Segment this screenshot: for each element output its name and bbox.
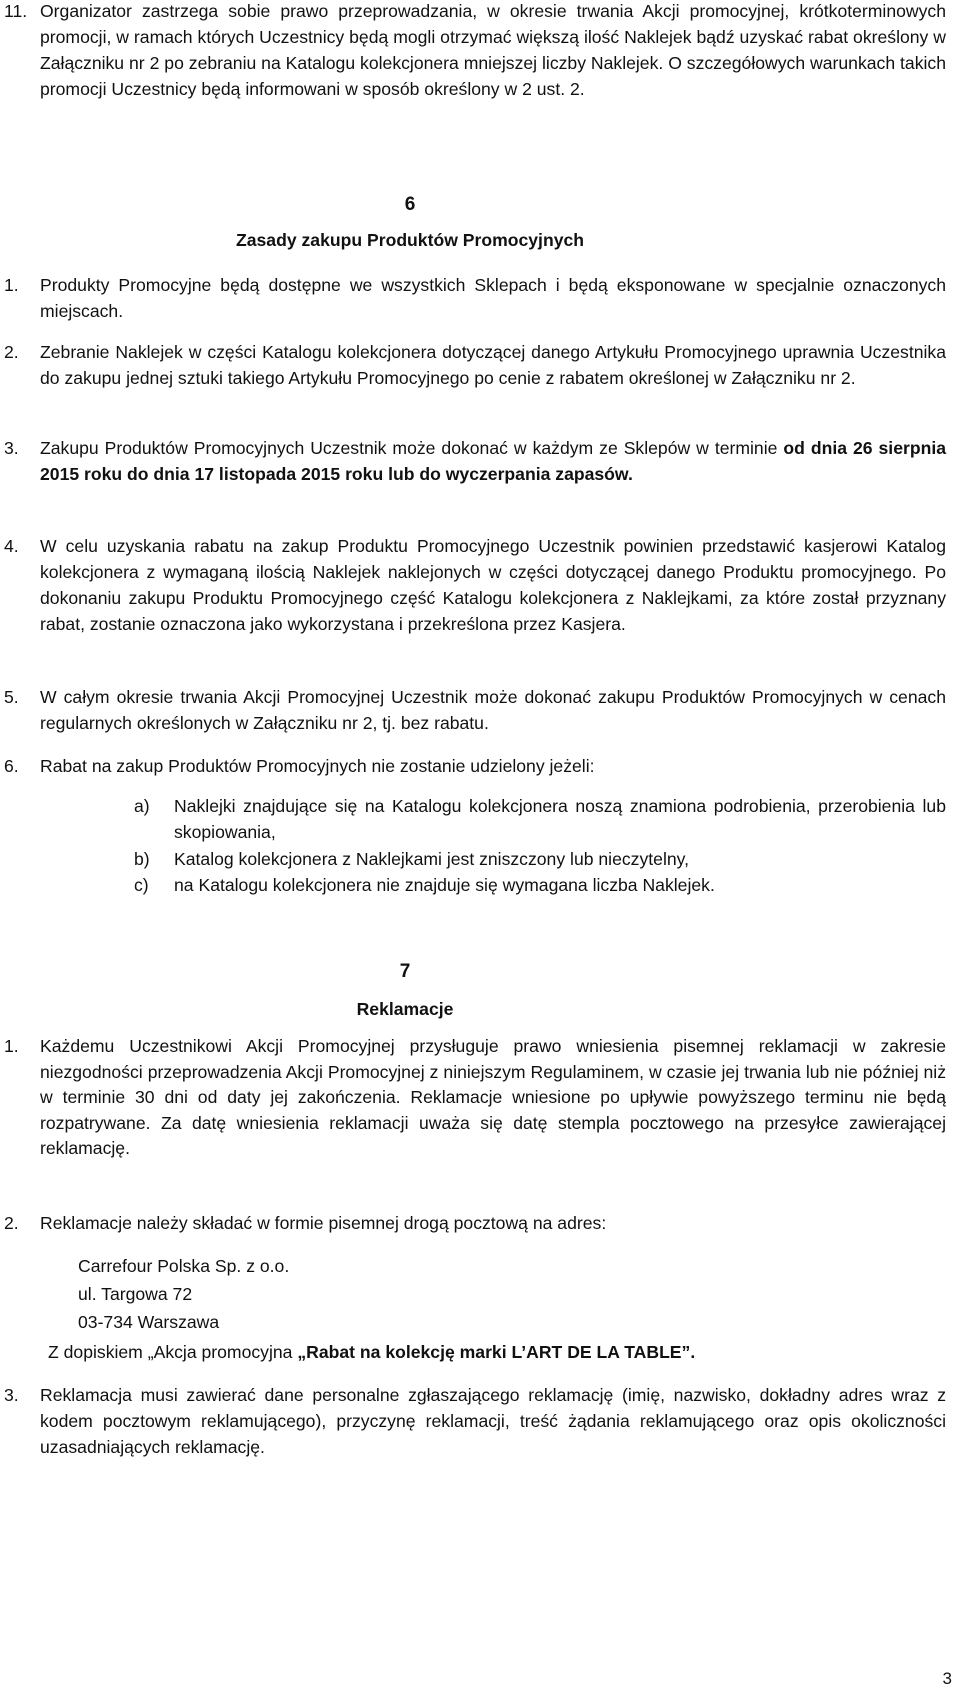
section-title: Reklamacje <box>356 999 454 1019</box>
item-text: Produkty Promocyjne będą dostępne we wszystkich Sklepach i będą eksponowane w specjalnie oznaczonych miejscach. <box>40 275 946 321</box>
item-text: Reklamacja musi zawierać dane personalne zgłaszającego reklamację (imię, nazwisko, dokładny adres wraz z kodem pocztowym reklamującego), przyczynę reklamacji, treść żądania reklamującego oraz opis okoliczności uzasadniających reklamację. <box>40 1385 946 1457</box>
item-text: Reklamacje należy składać w formie pisemnej drogą pocztową na adres: <box>40 1213 607 1233</box>
section6-item-3 <box>0 435 960 487</box>
condition-a <box>0 793 960 845</box>
section6-item-5 <box>0 684 960 736</box>
section-number: 7 <box>399 961 411 982</box>
condition-text: Naklejki znajdujące się na Katalogu kolekcjonera noszą znamiona podrobienia, przerobienia lub skopiowania, <box>174 796 946 842</box>
condition-letter: c) <box>134 875 149 895</box>
condition-text: na Katalogu kolekcjonera nie znajduje się wymagana liczba Naklejek. <box>174 875 715 895</box>
address-line-company: Carrefour Polska Sp. z o.o. <box>78 1256 290 1276</box>
clause-11 <box>0 0 960 102</box>
section7-item-3 <box>0 1382 960 1460</box>
section-7-heading <box>0 960 960 1022</box>
address-line-city: 03-734 Warszawa <box>78 1312 220 1332</box>
condition-letter: b) <box>134 849 150 869</box>
section6-item-1 <box>0 272 960 324</box>
item-text: Rabat na zakup Produktów Promocyjnych nie zostanie udzielony jeżeli: <box>40 756 595 776</box>
section7-item-1 <box>0 1034 960 1162</box>
item-text-bold: od dnia 26 sierpnia 2015 roku do dnia 17 listopada 2015 roku lub do wyczerpania zapasów. <box>40 438 946 484</box>
clause-text: Organizator zastrzega sobie prawo przeprowadzania, w okresie trwania Akcji promocyjnej, krótkoterminowych promocji, w ramach których Uczestnicy będą mogli otrzymać większą ilość Naklejek bądź uzyskać rabat określony w Załączniku nr 2 po zebraniu na Katalogu kolekcjonera mniejszej liczby Naklejek. O szczegółowych warunkach takich promocji Uczestnicy będą informowani w sposób określony w 2 ust. 2. <box>40 1 946 99</box>
item-number: 6. <box>4 756 19 776</box>
address-note <box>0 1338 960 1366</box>
section6-item-4 <box>0 533 960 637</box>
condition-text: Katalog kolekcjonera z Naklejkami jest zniszczony lub nieczytelny, <box>174 849 690 869</box>
clause-number: 11. <box>4 1 28 21</box>
item-text: Każdemu Uczestnikowi Akcji Promocyjnej przysługuje prawo wniesienia pisemnej reklamacji w zakresie niezgodności przeprowadzenia Akcji Promocyjnej z niniejszym Regulaminem, w czasie jej trwania lub nie później niż w terminie 30 dni od daty jej zakończenia. Reklamacje wniesione po upływie powyższego terminu nie będą rozpatrywane. Za datę wniesienia reklamacji uważa się datę stempla pocztowego na przesyłce zawierającej reklamację. <box>40 1036 946 1158</box>
item-number: 3. <box>4 438 19 458</box>
postal-address <box>0 1252 960 1336</box>
item-number: 2. <box>4 342 19 362</box>
note-campaign-name: „Rabat na kolekcję marki L’ART DE LA TABLE”. <box>297 1342 696 1362</box>
page-number: 3 <box>942 1669 952 1688</box>
address-line-street: ul. Targowa 72 <box>78 1284 193 1304</box>
condition-b <box>0 846 960 872</box>
section-title: Zasady zakupu Produktów Promocyjnych <box>235 230 585 250</box>
note-prefix: Z dopiskiem „Akcja promocyjna <box>48 1342 298 1362</box>
item-number: 4. <box>4 536 19 556</box>
condition-c <box>0 872 960 898</box>
item-number: 3. <box>4 1385 19 1405</box>
section-number: 6 <box>404 194 416 215</box>
section-6-heading <box>0 193 960 253</box>
section7-item-2 <box>0 1210 960 1236</box>
item-number: 1. <box>4 275 19 295</box>
item-number: 5. <box>4 687 19 707</box>
item-text: Zebranie Naklejek w części Katalogu kolekcjonera dotyczącej danego Artykułu Promocyjnego uprawnia Uczestnika do zakupu jednej sztuki takiego Artykułu Promocyjnego po cenie z rabatem określonej w Załączniku nr 2. <box>40 342 946 388</box>
condition-letter: a) <box>134 796 150 816</box>
item-text: Zakupu Produktów Promocyjnych Uczestnik może dokonać w każdym ze Sklepów w terminie <box>40 438 784 458</box>
item-text: W celu uzyskania rabatu na zakup Produktu Promocyjnego Uczestnik powinien przedstawić kasjerowi Katalog kolekcjonera z wymaganą ilością Naklejek naklejonych w części dotyczącej danego Produktu promocyjnego. Po dokonaniu zakupu Produktu Promocyjnego część Katalogu kolekcjonera z Naklejkami, za które został przyznany rabat, zostanie oznaczona jako wykorzystana i przekreślona przez Kasjera. <box>40 536 946 634</box>
item-number: 1. <box>4 1036 19 1056</box>
section6-item-6 <box>0 753 960 779</box>
item-number: 2. <box>4 1213 19 1233</box>
section6-item-2 <box>0 339 960 391</box>
item-text: W całym okresie trwania Akcji Promocyjnej Uczestnik może dokonać zakupu Produktów Promocyjnych w cenach regularnych określonych w Załączniku nr 2, tj. bez rabatu. <box>40 687 946 733</box>
